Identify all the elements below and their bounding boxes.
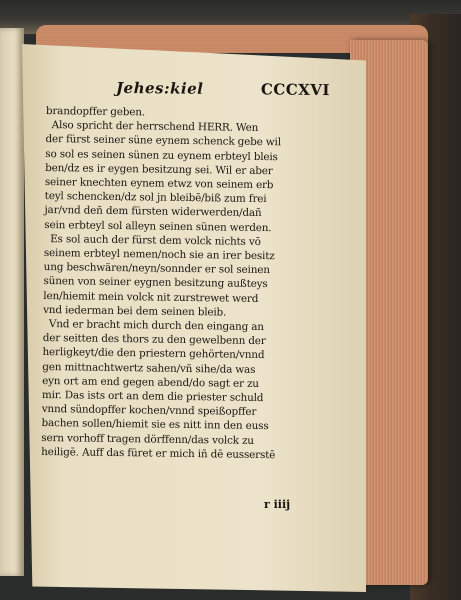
text-line: ung beschwären/neyn/sonnder er sol seinen bbox=[43, 261, 270, 277]
text-line: heiligē. Auff das füret er mich iñ dē eusserstē bbox=[41, 445, 276, 462]
text-line: seiner knechten eynem etwz von seinem erb bbox=[44, 176, 274, 192]
text-line: sern vorhoff tragen dörffenn/das volck zu bbox=[41, 431, 254, 447]
body-text bbox=[41, 104, 332, 463]
text-line: vnd iederman bei dem seinen bleib. bbox=[43, 303, 227, 319]
text-line: jar/vnd deñ dem fürsten widerwerden/dañ bbox=[44, 204, 262, 220]
text-line: bachen sollen/hiemit sie es nitt inn den euss bbox=[41, 417, 269, 433]
page-content bbox=[41, 78, 332, 462]
folio-number: CCCXVI bbox=[260, 80, 331, 100]
text-line: der seitten des thors zu den gewelbenn der bbox=[42, 332, 266, 348]
text-line: len/hiemit mein volck nit zurstrewet werd bbox=[43, 289, 259, 305]
running-head bbox=[116, 79, 330, 99]
text-line: der fürst seiner süne eynem schenck gebe wil bbox=[45, 133, 282, 149]
text-line: Vnd er bracht mich durch den eingang an bbox=[48, 318, 264, 334]
facing-page-edge bbox=[0, 28, 24, 576]
text-line: seinem erbteyl nemen/noch sie an irer besitz bbox=[43, 247, 275, 263]
text-line: eyn ort am end gegen abend/do sagt er zu bbox=[42, 374, 259, 390]
text-line: vnnd sündopffer kochen/vnnd speißopffer bbox=[41, 403, 257, 419]
text-line: Also spricht der herrschend HERR. Wen bbox=[51, 119, 259, 135]
text-line: sein erbteyl sol alleyn seinen sünen werden. bbox=[44, 218, 272, 234]
text-line: sünen von seiner eygnen besitzung außteys bbox=[43, 275, 268, 291]
text-line: ben/dz es ir eygen besitzung sei. Wil er aber bbox=[45, 161, 273, 177]
text-line: brandopffer geben. bbox=[45, 104, 146, 119]
text-line: Es sol auch der fürst dem volck nichts vō bbox=[50, 232, 261, 248]
text-line: mir. Das ists ort an dem die priester schuld bbox=[41, 389, 264, 405]
text-line: so sol es seinen sünen zu eynem erbteyl bleis bbox=[45, 147, 278, 163]
text-line: gen mittnachtwertz sahen/vñ sihe/da was bbox=[42, 360, 256, 376]
text-line: teyl schencken/dz sol jn bleibē/biß zum frei bbox=[44, 190, 267, 206]
signature-mark: r iiij bbox=[264, 498, 291, 511]
book-title: Jehes:kiel bbox=[115, 78, 204, 98]
text-line: herligkeyt/die den priestern gehörten/vnnd bbox=[42, 346, 265, 362]
